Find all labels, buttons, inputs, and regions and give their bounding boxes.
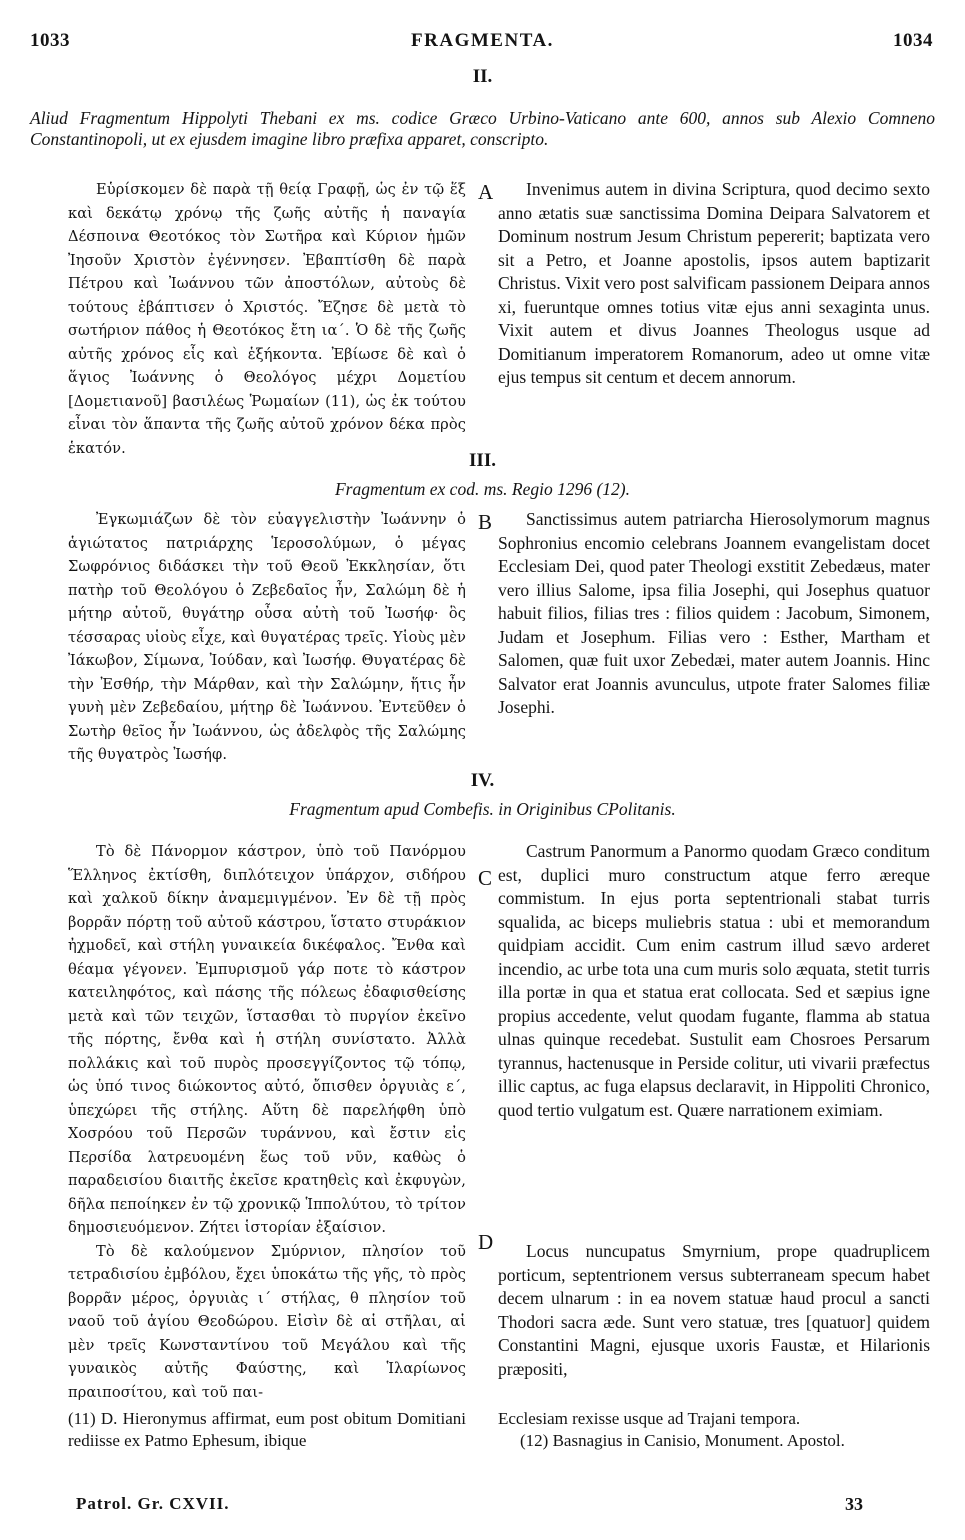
margin-marker-d: D	[478, 1230, 494, 1254]
latin-paragraph: Locus nuncupatus Smyrnium, prope quadruplicem porticum, septentrionem versus subterraneam specum habet decem ulnarum : in ea novem statuæ haud procul a sancti Thodori sacra æde. Sunt vero statuæ, tres [quatuor] quidem Constantini Magni, ejusque uxoris Faustæ, et Hilarionis præpositi,	[498, 1241, 930, 1379]
running-title: FRAGMENTA.	[411, 30, 554, 51]
column-number-left: 1033	[30, 30, 70, 51]
series-signature: Patrol. Gr. CXVII.	[76, 1494, 230, 1513]
margin-marker-b: B	[478, 510, 493, 534]
greek-paragraph: Τὸ δὲ καλούμενον Σμύρνιον, πλησίον τοῦ τετραδισίου ἐμβόλου, ἔχει ὑποκάτω τῆς γῆς, τὸ πρὸς βορρᾶν μέρος, ὀργυιὰς ι΄ στήλας, θ πλησίον τοῦ ναοῦ τοῦ ἁγίου Θεοδώρου. Εἰσὶν δὲ αἱ στῆλαι, αἱ μὲν τρεῖς Κωνσταντίνου τοῦ Μεγάλου καὶ τῆς γυναικὸς αὐτῆς Φαύστης, καὶ Ἱλαρίωνος πραιποσίτου, καὶ τοῦ παι-	[68, 1242, 466, 1401]
footnote-11-continued: Ecclesiam rexisse usque ad Trajani tempora.	[498, 1409, 801, 1428]
section-iii-greek-text	[68, 508, 466, 767]
latin-paragraph: Sanctissimus autem patriarcha Hierosolymorum magnus Sophronius encomio celebrans Joannem evangelistam docet Ecclesiam Dei, quod pater Theologi exstitit Zebedæus, mater vero illius Salome, ipsa filia Josephi, qui Josephus quatuor habuit filios, filias tres : filios quidem : Jacobum, Simonem, Judam et Josephum. Filias vero : Esther, Martham et Salomen, quæ fuit uxor Zebedæi, mater autem Joannis. Hinc Salvator erat Joannis avunculus, utpote frater Salomes filiæ Josephi.	[498, 509, 930, 717]
section-iv-latin-text-2	[498, 1240, 930, 1381]
section-numeral-iii: III.	[469, 450, 496, 471]
footnote-11: (11) D. Hieronymus affirmat, eum post obitum Domitiani rediisse ex Patmo Ephesum, ibique	[68, 1409, 466, 1450]
greek-paragraph: Ἐγκωμιάζων δὲ τὸν εὐαγγελιστὴν Ἰωάννην ὁ ἁγιώτατος πατριάρχης Ἱεροσολύμων, ὁ μέγας Σωφρόνιος διδάσκει τὴν τοῦ Θεοῦ Ἐκκλησίαν, ὅτι πατὴρ τοῦ Θεολόγου ὁ Ζεβεδαῖος ἦν, Σαλώμη δὲ ἡ μήτηρ αὐτοῦ, θυγάτηρ οὖσα αὐτὴ τοῦ Ἰωσήφ· ὃς τέσσαρας υἱοὺς εἶχε, καὶ θυγατέρας τρεῖς. Υἱοὺς μὲν Ἰάκωβον, Σίμωνα, Ἰούδαν, καὶ Ἰωσήφ. Θυγατέρας δὲ τὴν Ἐσθήρ, τὴν Μάρθαν, καὶ τὴν Σαλώμην, ἥτις ἦν γυνὴ μὲν Ζεβεδαίου, μήτηρ δὲ Ἰωάννου. Ἐντεῦθεν ὁ Σωτὴρ θεῖος ἦν Ἰωάννου, ὡς ἀδελφὸς τῆς Σαλώμης τῆς θυγατρὸς Ἰωσήφ.	[68, 511, 466, 763]
section-iii-latin-text	[498, 508, 930, 720]
greek-paragraph: Τὸ δὲ Πάνορμον κάστρον, ὑπὸ τοῦ Πανόρμου Ἕλληνος ἐκτίσθη, διπλότειχον ὑπάρχον, σιδήρου καὶ χαλκοῦ δίκην ἀναμεμιγμένον. Ἐν δὲ τῇ πρὸς βορρᾶν πόρτῃ τοῦ αὐτοῦ κάστρου, ἵστατο στυράκιον ἠχμοδεῖ, καὶ στήλη γυναικεία δικέφαλος. Ἔνθα καὶ θέαμα γέγονεν. Ἐμπυρισμοῦ γάρ ποτε τὸ κάστρον κατειληφότος, καὶ πάσης τῆς πόλεως ἐδαφισθείσης μετὰ καὶ τῶν τειχῶν, ἵστασθαι τὸ πυργίον ἐκεῖνο τῆς πόρτης, ἔνθα καὶ ἡ στήλη συνίστατο. Ἀλλὰ πολλάκις καὶ τοῦ πυρὸς προσεγγίζοντος τῷ τόπῳ, ὡς ὑπό τινος διώκοντος αὐτό, ὄπισθεν ὀργυιὰς ε΄, ὑπεχώρει τῆς στήλης. Αὕτη δὲ παρελήφθη ὑπὸ Χοσρόου τοῦ Περσῶν τυράννου, καὶ ἔστιν εἰς Περσίδα λατρευομένη ἕως τοῦ νῦν, καθὼς ὁ παραδεισίου διαιτῆς ἐκεῖσε κρατηθεὶς καὶ ἐκφυγὼν, δῆλα πεποίηκεν ἐν τῷ χρονικῷ Ἱππολύτου, τὸ τρίτον δημοσιευόμενον. Ζήτει ἱστορίαν ἐξαίσιον.	[68, 843, 466, 1236]
section-numeral-iv: IV.	[470, 770, 495, 791]
section-numeral-ii: II.	[472, 66, 493, 87]
section-iii-title: Fragmentum ex cod. ms. Regio 1296 (12).	[334, 479, 630, 499]
section-iv-greek-text	[68, 840, 466, 1404]
latin-paragraph: Castrum Panormum a Panormo quodam Græco conditum est, duplici muro constructum atque ferro æreque commistum. In ejus porta septentrionali stabat turris squalida, ac biceps muliebris statua : ubi et memorandum quidpiam accidit. Cum enim castrum illud sævo arderet incendio, ac urbe tota una cum muris solo æquata, stetit turris illa portæ in qua et statua erat collocata. Sed et sæpius igne propius accedente, velut quodam fugante, flamma ab statua ulnas quinque recedebat. Sustulit eam Chosroes Persarum tyrannus, hactenusque in Perside colitur, uti vivarii præfectus illic captus, ac fuga elapsus declaravit, in Hippoliti Chronico, quod tertio vulgatum est. Quære narrationem eximiam.	[498, 841, 930, 1120]
margin-marker-a: A	[478, 180, 494, 204]
section-ii-intro: Aliud Fragmentum Hippolyti Thebani ex ms. codice Græco Urbino-Vaticano ante 600, annos sub Alexio Comneno Constantinopoli, ut ex ejusdem imagine libro præfixa apparet, conscripto.	[30, 108, 935, 149]
margin-marker-c: C	[478, 866, 493, 890]
greek-paragraph: Εὑρίσκομεν δὲ παρὰ τῇ θείᾳ Γραφῇ, ὡς ἐν τῷ ἕξ καὶ δεκάτῳ χρόνῳ τῆς ζωῆς αὐτῆς ἡ παναγία Δέσποινα Θεοτόκος τὸν Σωτῆρα καὶ Κύριον ἡμῶν Ἰησοῦν Χριστὸν ἐγέννησεν. Ἐβαπτίσθη δὲ παρὰ Πέτρου καὶ Ἰωάννου τῶν ἀποστόλων, αὐτοὺς δὲ τούτους ἐβάπτισεν ὁ Χριστός. Ἔζησε δὲ μετὰ τὸ σωτήριον πάθος ἡ Θεοτόκος ἔτη ια΄. Ὁ δὲ τῆς ζωῆς αὐτῆς χρόνος εἷς καὶ ἑξήκοντα. Ἐβίωσε δὲ καὶ ὁ ἅγιος Ἰωάννης ὁ Θεολόγος μέχρι Δομετίου [Δομετιανοῦ] βασιλέως Ῥωμαίων (11), ὡς ἐκ τούτου εἶναι τὸν ἅπαντα τῆς ζωῆς αὐτοῦ χρόνον δέκα πρὸς ἑκατόν.	[68, 181, 466, 457]
section-ii-latin-text	[498, 178, 930, 390]
footnote-12: (12) Basnagius in Canisio, Monument. Apostol.	[520, 1431, 845, 1450]
section-iv-title: Fragmentum apud Combefis. in Originibus CPolitanis.	[289, 799, 676, 819]
section-ii-greek-text	[68, 178, 466, 460]
column-number-right: 1034	[893, 30, 933, 51]
page-number: 33	[845, 1494, 863, 1514]
section-iv-latin-text	[498, 840, 930, 1122]
latin-paragraph: Invenimus autem in divina Scriptura, quod decimo sexto anno ætatis suæ sanctissima Domina Deipara Salvatorem et Dominum nostrum Jesum Christum pepererit; baptizata vero sit a Petro, et Joanne apostolis, ipsos autem baptizarit Christus. Vixit vero post salvificam passionem Deipara annos xi, fueruntque omnes totius vitæ ejus anni sexaginta unus. Vixit autem et divus Joannes Theologus usque ad Domitianum imperatorem Romanorum, adeo ut omne vitæ ejus tempus sit centum et decem annorum.	[498, 179, 930, 387]
